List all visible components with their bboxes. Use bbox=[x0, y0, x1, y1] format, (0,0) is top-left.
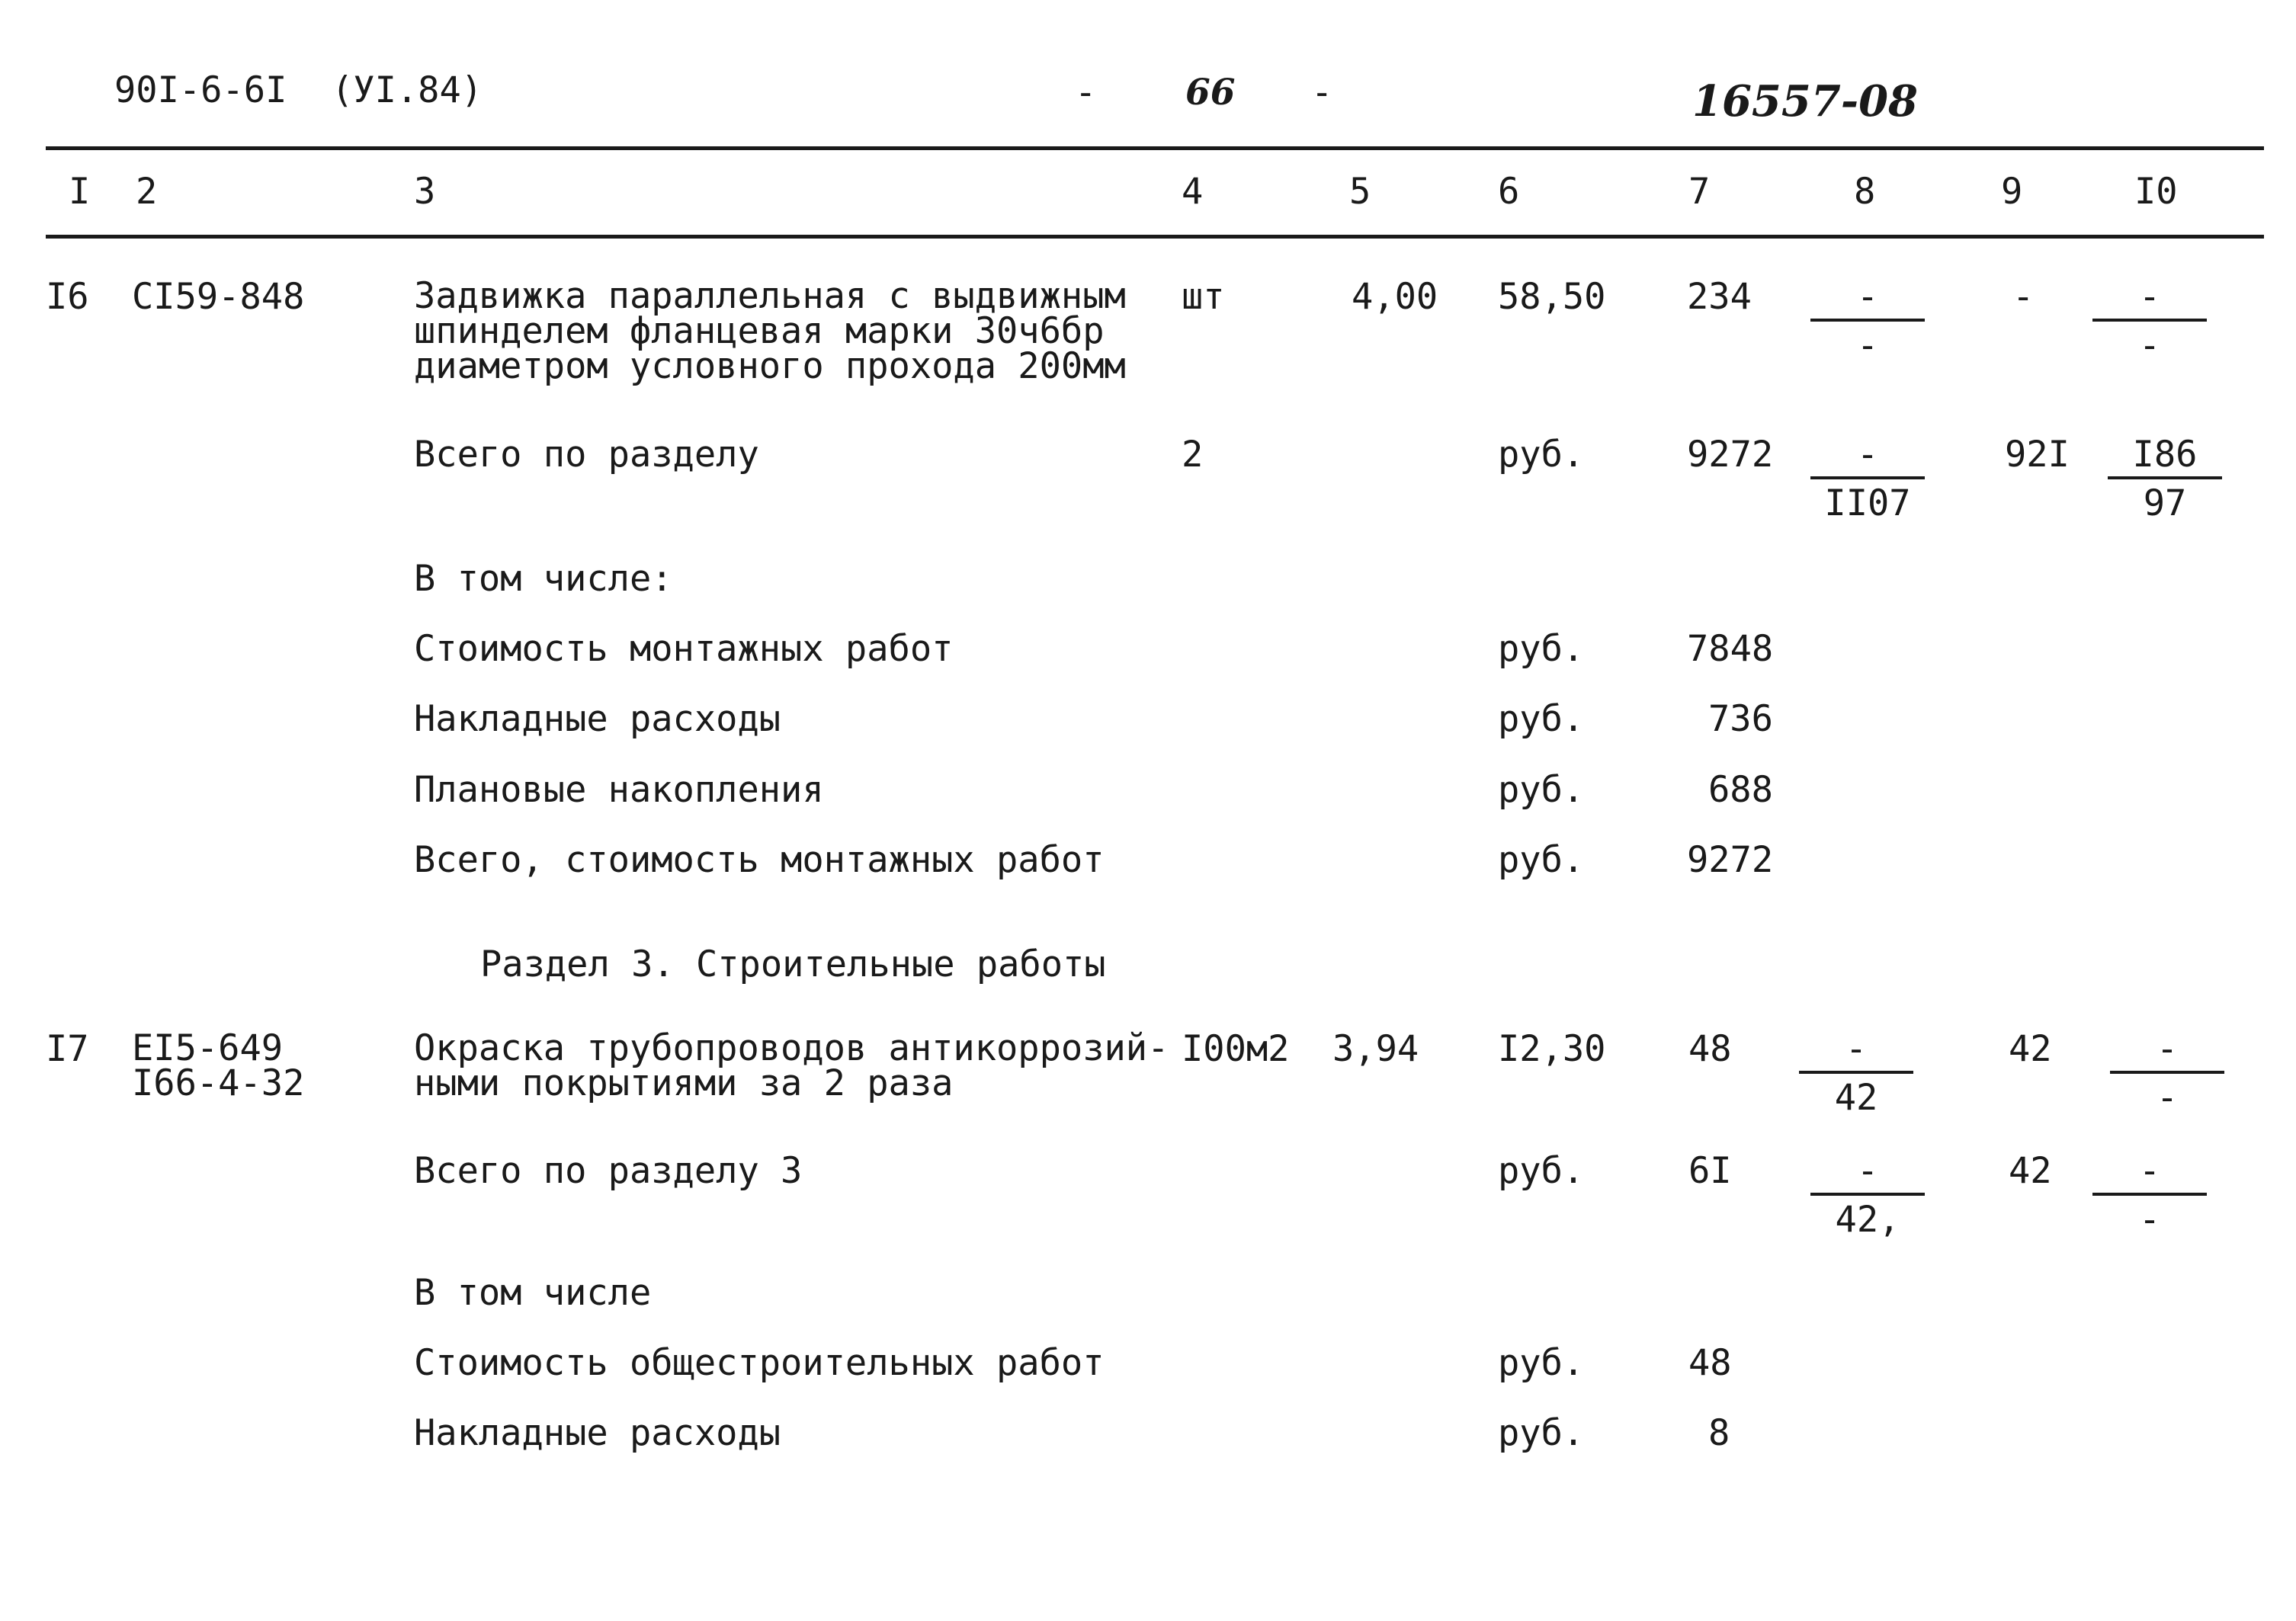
breakdown-label: Накладные расходы bbox=[414, 698, 781, 740]
item-quantity: 4,00 bbox=[1352, 276, 1438, 318]
total-label: Всего по разделу bbox=[414, 434, 759, 476]
item-price: I2,30 bbox=[1498, 1028, 1606, 1070]
item-unit: шт bbox=[1182, 276, 1225, 318]
column-number: 9 bbox=[2001, 171, 2023, 213]
column-number: 4 bbox=[1182, 171, 1204, 213]
breakdown-unit: руб. bbox=[1498, 628, 1585, 670]
page-number: 66 bbox=[1185, 72, 1236, 114]
col10-fraction: - - bbox=[2092, 279, 2207, 364]
breakdown-heading: В том числе bbox=[414, 1272, 652, 1314]
item-total: 234 bbox=[1687, 276, 1752, 318]
page-dash-left: - bbox=[1075, 72, 1097, 114]
registration-number: 16557-08 bbox=[1692, 76, 1918, 127]
item-description: Задвижка параллельная с выдвижным шпинделем фланцевая марки 30ч6бр диаметром условного прохода 200мм bbox=[414, 275, 1126, 387]
item-description: Окраска трубопроводов антикоррозий- ными покрытиями за 2 раза bbox=[414, 1027, 1169, 1104]
col9-value: 92I bbox=[2005, 434, 2070, 476]
column-number: 8 bbox=[1854, 171, 1876, 213]
breakdown-label: Стоимость общестроительных работ bbox=[414, 1342, 1105, 1384]
item-quantity: 3,94 bbox=[1332, 1028, 1419, 1070]
total-col4: 2 bbox=[1182, 434, 1204, 476]
doc-code: 90I-6-6I bbox=[114, 69, 287, 111]
col10-fraction: - - bbox=[2110, 1031, 2224, 1116]
breakdown-label: Плановые накопления bbox=[414, 769, 824, 811]
col9-value: - bbox=[2012, 276, 2035, 318]
total-unit: руб. bbox=[1498, 1150, 1585, 1192]
header-top-rule bbox=[46, 146, 2264, 150]
column-number: 3 bbox=[414, 171, 436, 213]
column-number: I bbox=[69, 171, 91, 213]
breakdown-unit: руб. bbox=[1498, 1342, 1585, 1384]
breakdown-value: 48 bbox=[1688, 1342, 1732, 1384]
breakdown-value: 7848 bbox=[1687, 628, 1774, 670]
column-number: 2 bbox=[136, 171, 158, 213]
breakdown-label: Всего, стоимость монтажных работ bbox=[414, 839, 1105, 881]
total-value: 9272 bbox=[1687, 434, 1774, 476]
column-number: 5 bbox=[1349, 171, 1371, 213]
page-dash-right: - bbox=[1311, 72, 1333, 114]
total-unit: руб. bbox=[1498, 434, 1585, 476]
breakdown-value: 688 bbox=[1708, 769, 1773, 811]
breakdown-heading: В том числе: bbox=[414, 558, 673, 600]
breakdown-value: 9272 bbox=[1687, 839, 1774, 881]
col10-fraction: I86 97 bbox=[2108, 437, 2222, 522]
total-value: 6I bbox=[1688, 1150, 1732, 1192]
item-code: EI5-649 I66-4-32 bbox=[132, 1027, 305, 1104]
column-number: 7 bbox=[1688, 171, 1711, 213]
item-unit: I00м2 bbox=[1182, 1028, 1290, 1070]
breakdown-unit: руб. bbox=[1498, 839, 1585, 881]
column-number: I0 bbox=[2134, 171, 2178, 213]
breakdown-unit: руб. bbox=[1498, 698, 1585, 740]
date-code: (УI.84) bbox=[332, 69, 483, 111]
col10-fraction: - - bbox=[2092, 1153, 2207, 1238]
col8-fraction: - 42 bbox=[1799, 1031, 1913, 1116]
section-title: Раздел 3. Строительные работы bbox=[480, 943, 1106, 985]
breakdown-label: Стоимость монтажных работ bbox=[414, 628, 954, 670]
column-number: 6 bbox=[1498, 171, 1520, 213]
col8-fraction: - 42, bbox=[1810, 1153, 1925, 1238]
header-bottom-rule bbox=[46, 235, 2264, 239]
col9-value: 42 bbox=[2009, 1150, 2052, 1192]
col8-fraction: - II07 bbox=[1810, 437, 1925, 522]
item-price: 58,50 bbox=[1498, 276, 1606, 318]
breakdown-value: 736 bbox=[1708, 698, 1773, 740]
total-label: Всего по разделу 3 bbox=[414, 1150, 803, 1192]
breakdown-label: Накладные расходы bbox=[414, 1412, 781, 1454]
breakdown-unit: руб. bbox=[1498, 1412, 1585, 1454]
breakdown-value: 8 bbox=[1708, 1412, 1730, 1454]
item-code: CI59-848 bbox=[132, 276, 305, 318]
col9-value: 42 bbox=[2009, 1028, 2052, 1070]
row-number: I7 bbox=[46, 1028, 89, 1070]
row-number: I6 bbox=[46, 276, 89, 318]
item-total: 48 bbox=[1688, 1028, 1732, 1070]
breakdown-unit: руб. bbox=[1498, 769, 1585, 811]
col8-fraction: - - bbox=[1810, 279, 1925, 364]
